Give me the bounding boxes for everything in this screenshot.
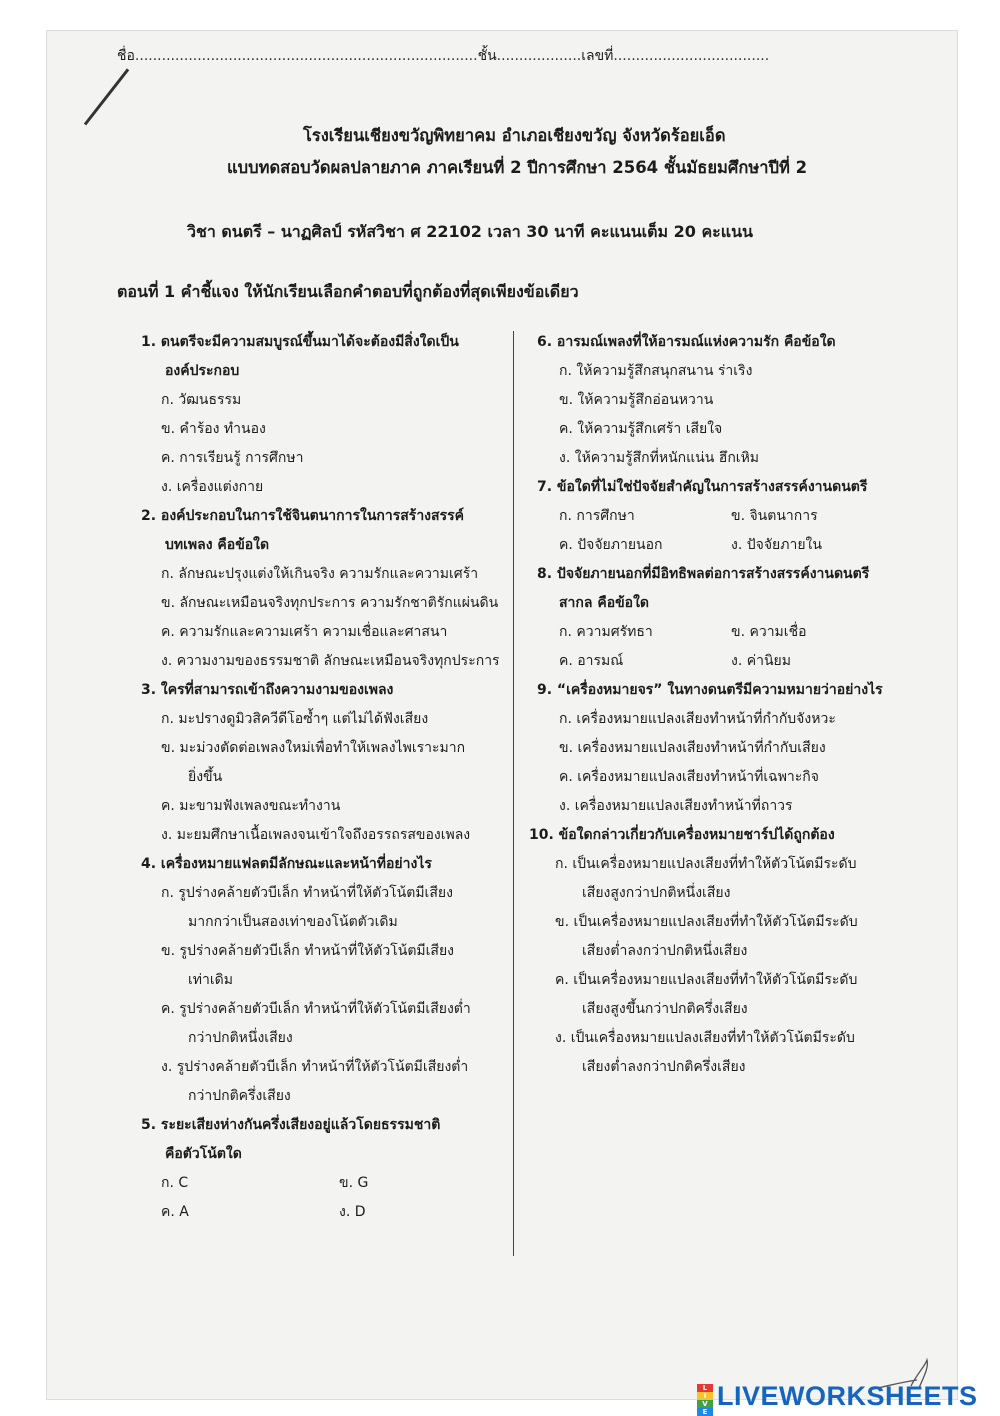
q8-option-a: ก. ความศรัทธา: [559, 624, 653, 640]
q2-option-c: ค. ความรักและความเศร้า ความเชื่อและศาสนา: [161, 624, 448, 640]
q8-option-c: ค. อารมณ์: [559, 653, 624, 669]
question-10: 10. ข้อใดกล่าวเกี่ยวกับเครื่องหมายชาร์ปได้ถูกต้อง: [529, 827, 835, 843]
q1-option-c: ค. การเรียนรู้ การศึกษา: [161, 450, 304, 466]
q1-option-d: ง. เครื่องแต่งกาย: [161, 479, 264, 495]
question-5: 5. ระยะเสียงห่างกันครึ่งเสียงอยู่แล้วโดยธรรมชาติ: [141, 1117, 441, 1133]
question-4: 4. เครื่องหมายแฟลตมีลักษณะและหน้าที่อย่างไร: [141, 856, 432, 872]
q6-option-d: ง. ให้ความรู้สึกที่หนักแน่น ฮึกเหิม: [559, 450, 760, 466]
q5-option-c: ค. A: [161, 1204, 189, 1220]
name-field-line: ชื่อ.............................................................................ชั้น...................เลขที่...................................: [117, 48, 770, 64]
q2-option-a: ก. ลักษณะปรุงแต่งให้เกินจริง ความรักและความเศร้า: [161, 566, 479, 582]
q3-option-c: ค. มะขามฟังเพลงขณะทำงาน: [161, 798, 341, 814]
question-8: 8. ปัจจัยภายนอกที่มีอิทธิพลต่อการสร้างสรรค์งานดนตรี: [537, 566, 870, 582]
question-5-cont: คือตัวโน้ตใด: [165, 1146, 242, 1162]
q9-option-a: ก. เครื่องหมายแปลงเสียงทำหน้าที่กำกับจังหวะ: [559, 711, 836, 727]
q10-option-c-cont: เสียงสูงขึ้นกว่าปกติครึ่งเสียง: [582, 1001, 748, 1017]
question-7: 7. ข้อใดที่ไม่ใช่ปัจจัยสำคัญในการสร้างสรรค์งานดนตรี: [537, 479, 868, 495]
brand-name: LIVEWORKSHEETS: [717, 1380, 978, 1411]
school-title: โรงเรียนเชียงขวัญพิทยาคม อำเภอเชียงขวัญ จังหวัดร้อยเอ็ด: [303, 126, 726, 145]
q8-option-b: ข. ความเชื่อ: [731, 624, 807, 640]
question-2-cont: บทเพลง คือข้อใด: [165, 537, 270, 553]
question-2: 2. องค์ประกอบในการใช้จินตนาการในการสร้างสรรค์: [141, 508, 464, 524]
q10-option-d-cont: เสียงต่ำลงกว่าปกติครึ่งเสียง: [582, 1059, 746, 1075]
q4-option-b: ข. รูปร่างคล้ายตัวบีเล็ก ทำหน้าที่ให้ตัวโน้ตมีเสียง: [161, 943, 455, 959]
q6-option-b: ข. ให้ความรู้สึกอ่อนหวาน: [559, 392, 714, 408]
q6-option-c: ค. ให้ความรู้สึกเศร้า เสียใจ: [559, 421, 723, 437]
q2-option-d: ง. ความงามของธรรมชาติ ลักษณะเหมือนจริงทุกประการ: [161, 653, 500, 669]
q2-option-b: ข. ลักษณะเหมือนจริงทุกประการ ความรักชาติรักแผ่นดิน: [161, 595, 499, 611]
q4-option-a-cont: มากกว่าเป็นสองเท่าของโน้ตตัวเดิม: [188, 914, 398, 930]
q4-option-c: ค. รูปร่างคล้ายตัวบีเล็ก ทำหน้าที่ให้ตัวโน้ตมีเสียงต่ำ: [161, 1001, 471, 1017]
question-3: 3. ใครที่สามารถเข้าถึงความงามของเพลง: [141, 682, 394, 698]
column-divider: [513, 331, 514, 1256]
q7-option-a: ก. การศึกษา: [559, 508, 635, 524]
exam-title: แบบทดสอบวัดผลปลายภาค ภาคเรียนที่ 2 ปีการศึกษา 2564 ชั้นมัธยมศึกษาปีที่ 2: [227, 158, 808, 177]
q10-option-a: ก. เป็นเครื่องหมายแปลงเสียงที่ทำให้ตัวโน้ตมีระดับ: [555, 856, 857, 872]
q10-option-d: ง. เป็นเครื่องหมายแปลงเสียงที่ทำให้ตัวโน้ตมีระดับ: [555, 1030, 855, 1046]
q10-option-b: ข. เป็นเครื่องหมายแปลงเสียงที่ทำให้ตัวโน้ตมีระดับ: [555, 914, 858, 930]
q7-option-d: ง. ปัจจัยภายใน: [731, 537, 822, 553]
liveworksheets-brand[interactable]: [697, 1380, 978, 1416]
exam-paper: [46, 30, 958, 1400]
q3-option-b: ข. มะม่วงตัดต่อเพลงใหม่เพื่อทำให้เพลงไพเราะมาก: [161, 740, 466, 756]
question-1: 1. ดนตรีจะมีความสมบูรณ์ขึ้นมาได้จะต้องมีสิ่งใดเป็น: [141, 334, 459, 350]
q5-option-d: ง. D: [339, 1204, 366, 1220]
q6-option-a: ก. ให้ความรู้สึกสนุกสนาน ร่าเริง: [559, 363, 753, 379]
q4-option-c-cont: กว่าปกติหนึ่งเสียง: [188, 1030, 293, 1046]
q5-option-a: ก. C: [161, 1175, 189, 1191]
q7-option-c: ค. ปัจจัยภายนอก: [559, 537, 663, 553]
q4-option-a: ก. รูปร่างคล้ายตัวบีเล็ก ทำหน้าที่ให้ตัวโน้ตมีเสียง: [161, 885, 453, 901]
q8-option-d: ง. ค่านิยม: [731, 653, 791, 669]
q4-option-d: ง. รูปร่างคล้ายตัวบีเล็ก ทำหน้าที่ให้ตัวโน้ตมีเสียงต่ำ: [161, 1059, 469, 1075]
part-instruction: ตอนที่ 1 คำชี้แจง ให้นักเรียนเลือกคำตอบที่ถูกต้องที่สุดเพียงข้อเดียว: [117, 282, 579, 301]
subject-line: วิชา ดนตรี – นาฏศิลป์ รหัสวิชา ศ 22102 เวลา 30 นาที คะแนนเต็ม 20 คะแนน: [187, 222, 753, 241]
liveworksheets-logo-icon: L I V E: [697, 1384, 713, 1408]
q9-option-b: ข. เครื่องหมายแปลงเสียงทำหน้าที่กำกับเสียง: [559, 740, 826, 756]
class-label: ชั้น: [477, 48, 497, 64]
q9-option-c: ค. เครื่องหมายแปลงเสียงทำหน้าที่เฉพาะกิจ: [559, 769, 819, 785]
q3-option-a: ก. มะปรางดูมิวสิควีดีโอซ้ำๆ แต่ไม่ได้ฟังเสียง: [161, 711, 429, 727]
q1-option-a: ก. วัฒนธรรม: [161, 392, 242, 408]
q5-option-b: ข. G: [339, 1175, 369, 1191]
q4-option-b-cont: เท่าเดิม: [188, 972, 233, 988]
question-8-cont: สากล คือข้อใด: [559, 595, 650, 611]
question-9: 9. “เครื่องหมายจร” ในทางดนตรีมีความหมายว่าอย่างไร: [537, 682, 883, 698]
q9-option-d: ง. เครื่องหมายแปลงเสียงทำหน้าที่ถาวร: [559, 798, 793, 814]
q3-option-d: ง. มะยมศึกษาเนื้อเพลงจนเข้าใจถึงอรรถรสของเพลง: [161, 827, 471, 843]
q10-option-c: ค. เป็นเครื่องหมายแปลงเสียงที่ทำให้ตัวโน้ตมีระดับ: [555, 972, 858, 988]
q1-option-b: ข. คำร้อง ทำนอง: [161, 421, 266, 437]
pen-mark: [84, 68, 129, 125]
name-label: ชื่อ: [117, 48, 135, 64]
question-1-cont: องค์ประกอบ: [165, 363, 240, 379]
q4-option-d-cont: กว่าปกติครึ่งเสียง: [188, 1088, 291, 1104]
q7-option-b: ข. จินตนาการ: [731, 508, 818, 524]
question-6: 6. อารมณ์เพลงที่ให้อารมณ์แห่งความรัก คือข้อใด: [537, 334, 836, 350]
number-label: เลขที่: [581, 48, 614, 64]
q10-option-a-cont: เสียงสูงกว่าปกติหนึ่งเสียง: [582, 885, 731, 901]
q10-option-b-cont: เสียงต่ำลงกว่าปกติหนึ่งเสียง: [582, 943, 748, 959]
q3-option-b-cont: ยิ่งขึ้น: [188, 769, 223, 785]
